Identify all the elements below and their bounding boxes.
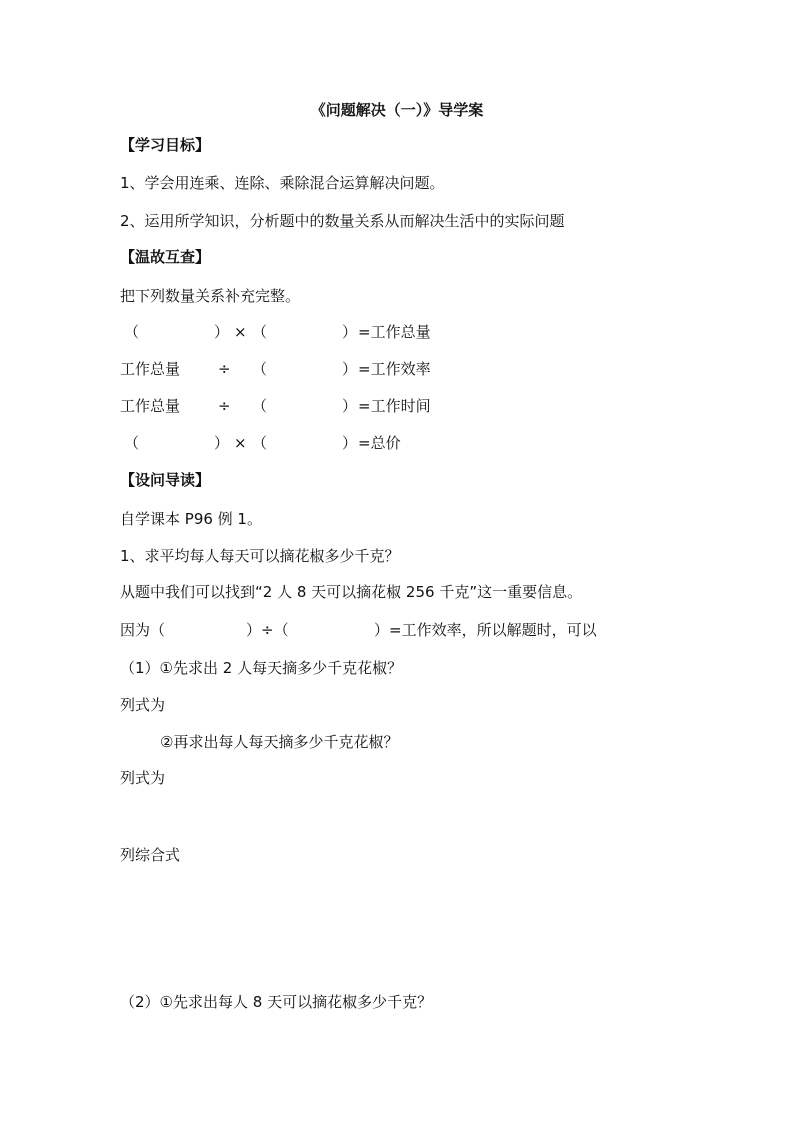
relation-blank-close: ） bbox=[342, 360, 358, 378]
relation-blank-close: ） bbox=[342, 323, 358, 341]
relation-result: =工作总量 bbox=[358, 323, 431, 341]
relation-blank-open: （ bbox=[252, 323, 268, 341]
relation-result: =工作时间 bbox=[358, 397, 431, 415]
step-2-question: （2）①先求出每人 8 天可以摘花椒多少千克？ bbox=[120, 993, 433, 1011]
relation-blank-close: ） bbox=[342, 397, 358, 415]
relation-blank-open: （ bbox=[252, 360, 268, 378]
page-title: 《问题解决（一）》导学案 bbox=[310, 101, 484, 119]
relation-result: =工作效率 bbox=[358, 360, 431, 378]
relation-open: （ bbox=[124, 434, 140, 452]
guide-key-info: 从题中我们可以找到“2 人 8 天可以摘花椒 256 千克”这一重要信息。 bbox=[120, 583, 583, 601]
goal-item-1: 1、学会用连乘、连除、乘除混合运算解决问题。 bbox=[120, 174, 445, 192]
relation-close: ） bbox=[214, 323, 230, 341]
section-heading-review: 【温故互查】 bbox=[120, 248, 211, 266]
relation-operator: ÷ bbox=[218, 360, 231, 378]
because-prefix: 因为（ bbox=[120, 621, 166, 639]
formula-label-2: 列式为 bbox=[120, 769, 166, 787]
combined-formula-label: 列综合式 bbox=[120, 846, 181, 864]
guide-line-textbook: 自学课本 P96 例 1。 bbox=[120, 510, 262, 528]
relation-left: 工作总量 bbox=[120, 397, 181, 415]
formula-label-1: 列式为 bbox=[120, 696, 166, 714]
relation-operator: × bbox=[234, 323, 247, 341]
relation-open: （ bbox=[124, 323, 140, 341]
section-heading-goals: 【学习目标】 bbox=[120, 136, 211, 154]
relation-blank-open: （ bbox=[252, 434, 268, 452]
because-mid: ）÷（ bbox=[246, 621, 289, 639]
relation-left: 工作总量 bbox=[120, 360, 181, 378]
relation-blank-close: ） bbox=[342, 434, 358, 452]
because-suffix: ）=工作效率，所以解题时，可以 bbox=[374, 621, 597, 639]
relation-operator: × bbox=[234, 434, 247, 452]
relation-blank-open: （ bbox=[252, 397, 268, 415]
step-1-question: （1）①先求出 2 人每天摘多少千克花椒？ bbox=[120, 659, 403, 677]
relation-result: =总价 bbox=[358, 434, 401, 452]
step-1b-question: ②再求出每人每天摘多少千克花椒？ bbox=[160, 733, 399, 751]
goal-item-2: 2、运用所学知识，分析题中的数量关系从而解决生活中的实际问题 bbox=[120, 212, 565, 230]
review-intro: 把下列数量关系补充完整。 bbox=[120, 287, 301, 305]
section-heading-guide: 【设问导读】 bbox=[120, 471, 211, 489]
guide-question-1: 1、求平均每人每天可以摘花椒多少千克？ bbox=[120, 547, 400, 565]
relation-close: ） bbox=[214, 434, 230, 452]
relation-operator: ÷ bbox=[218, 397, 231, 415]
